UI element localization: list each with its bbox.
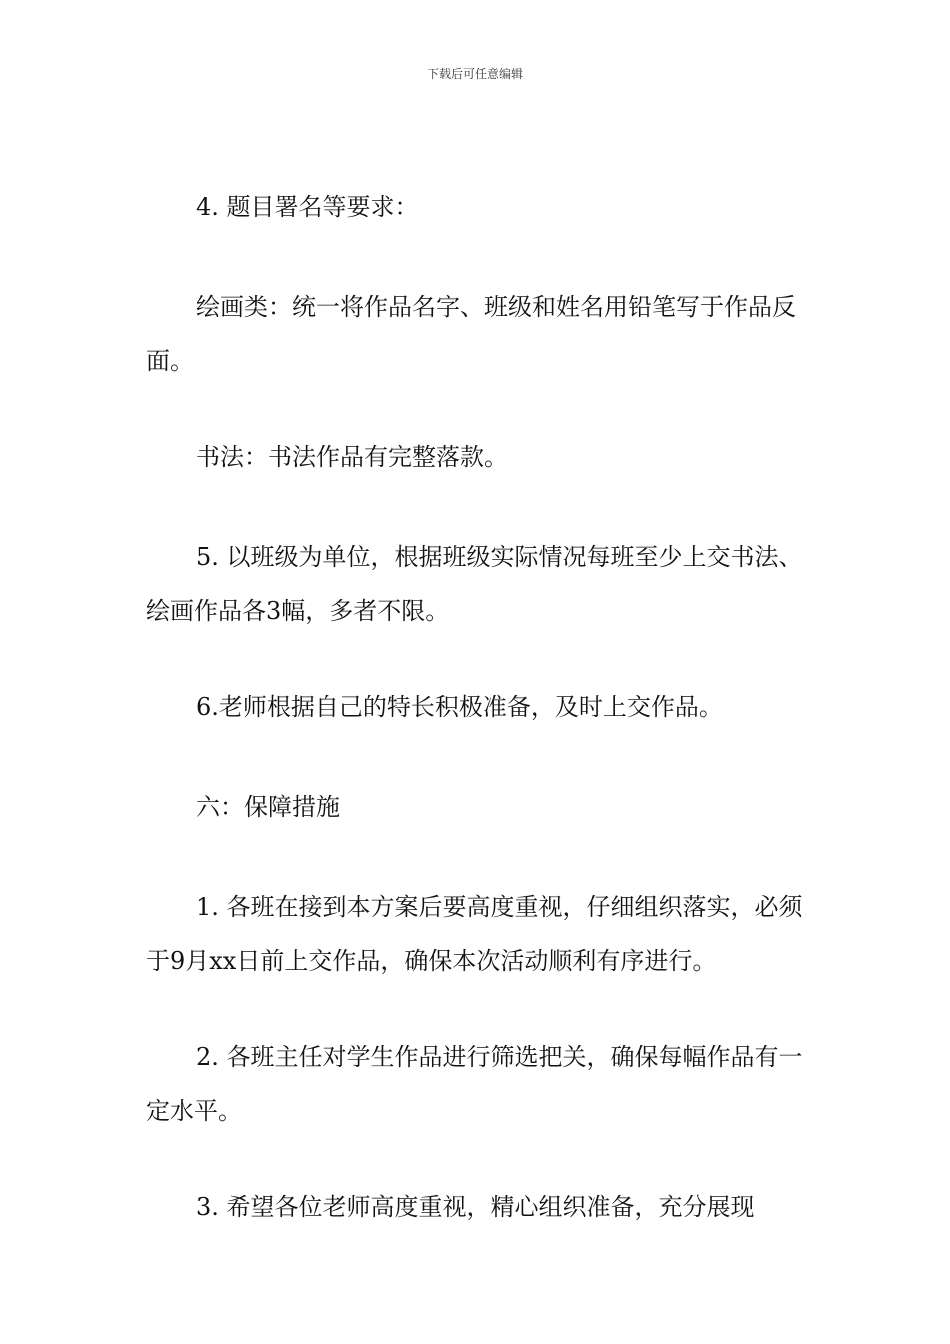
paragraph-measure-3: 3. 希望各位老师高度重视，精心组织准备，充分展现 [196,1193,755,1221]
paragraph-teacher-submission: 6.老师根据自己的特长积极准备，及时上交作品。 [196,693,723,721]
paragraph-measure-1: 1. 各班在接到本方案后要高度重视，仔细组织落实，必须于9月xx日前上交作品，确保本次活动顺利有序进行。 [146,893,803,975]
page-header: 下载后可任意编辑 [426,67,523,81]
section-heading-safeguards: 六：保障措施 [196,793,340,821]
paragraph-calligraphy-rules: 书法：书法作品有完整落款。 [196,443,508,471]
paragraph-measure-2: 2. 各班主任对学生作品进行筛选把关，确保每幅作品有一定水平。 [146,1043,803,1125]
paragraph-title-signature-requirements: 4. 题目署名等要求： [196,193,419,221]
paragraph-class-submission: 5. 以班级为单位，根据班级实际情况每班至少上交书法、绘画作品各3幅，多者不限。 [146,543,803,625]
paragraph-painting-rules: 绘画类：统一将作品名字、班级和姓名用铅笔写于作品反面。 [146,293,796,375]
